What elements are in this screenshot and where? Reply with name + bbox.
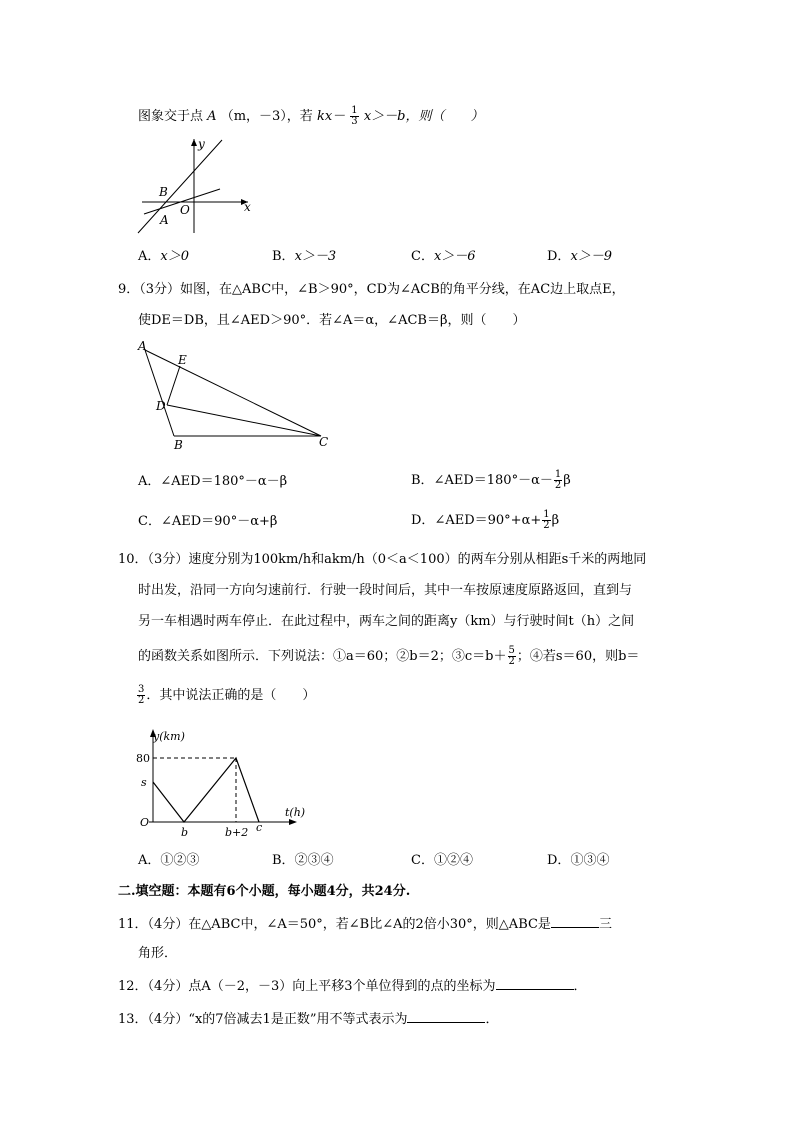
q9-option-b-fraction [554, 470, 562, 491]
q12-text: 12．（4分）点A（－2，－3）向上平移3个单位得到的点的坐标为 [118, 979, 496, 994]
q11-text: 11．（4分）在△ABC中，∠A＝50°，若∠B比∠A的2倍小30°，则△ABC是 [118, 917, 551, 932]
q10-option-d-letter: D． [547, 853, 571, 868]
q10-figure [133, 725, 313, 845]
q8-option-a[interactable] [138, 247, 189, 267]
q8-stem [138, 106, 483, 127]
q8-ineq-right: x＞－b，则（ ） [363, 109, 484, 124]
q8-label-x: x [244, 200, 251, 214]
q10-label-b2: b+2 [225, 826, 249, 839]
q8-figure [130, 135, 270, 235]
q10-option-a[interactable] [138, 851, 199, 871]
q10-label-b: b [181, 826, 189, 839]
q8-option-a-text: x＞0 [160, 249, 189, 264]
q9-option-d-den: 2 [543, 520, 550, 531]
q13-text-end: ． [485, 1012, 499, 1027]
q10-label-xlabel: t(h) [285, 806, 306, 819]
q10-option-c[interactable] [411, 851, 473, 871]
q9-bisector-cd [167, 405, 321, 436]
q9-label-a: A [138, 339, 147, 353]
q9-option-a-letter: A． [138, 474, 161, 489]
q10-label-s: s [141, 776, 147, 789]
q10-line5-post: ．其中说法正确的是（ ） [146, 688, 316, 703]
q8-point-coords: （m，－3），若 [220, 109, 313, 124]
q8-label-o: O [180, 203, 190, 217]
q9-label-b: B [174, 438, 183, 452]
q9-figure [133, 338, 343, 453]
q8-label-a: A [160, 213, 169, 227]
q8-label-b: B [159, 185, 168, 199]
q8-option-c-text: x＞－6 [433, 249, 476, 264]
q9-stem-line2: 使DE＝DB，且∠AED＞90°．若∠A＝α，∠ACB＝β，则（ ） [138, 313, 526, 328]
q9-label-e: E [178, 353, 187, 367]
q9-stem-line1: 9．（3分）如图，在△ABC中，∠B＞90°，CD为∠ACB的角平分线，在AC边上取点E， [118, 282, 625, 297]
q10-option-c-text: ①②④ [433, 853, 473, 868]
q10-line4-pre: 的函数关系如图所示．下列说法：①a＝60；②b＝2；③c＝b＋ [138, 649, 507, 664]
q9-option-b[interactable] [411, 470, 571, 491]
q8-option-b-letter: B． [272, 249, 295, 264]
q10-line5-num: 3 [138, 684, 145, 695]
q8-option-d-text: x＞－9 [570, 249, 613, 264]
q11-line1 [118, 913, 612, 935]
q10-label-origin: O [140, 816, 150, 829]
q8-option-a-letter: A． [138, 249, 161, 264]
q10-graph-line [153, 758, 259, 822]
q11-answer-blank[interactable] [551, 913, 599, 928]
q8-option-b[interactable] [272, 247, 336, 267]
q8-frac-num: 1 [351, 105, 358, 116]
q9-option-b-num: 1 [554, 469, 562, 480]
q9-option-c[interactable] [138, 512, 277, 532]
q13-text: 13．（4分）“x的7倍减去1是正数”用不等式表示为 [118, 1012, 408, 1027]
q9-option-c-letter: C． [138, 514, 161, 529]
q10-stem-line2: 时出发，沿同一方向匀速前行．行驶一段时间后，其中一车按原速度原路返回，直到与 [138, 583, 633, 598]
q9-label-d: D [156, 399, 166, 413]
q10-line5-fraction [137, 685, 145, 706]
q10-option-c-letter: C． [411, 853, 434, 868]
q8-option-d-letter: D． [547, 249, 571, 264]
q10-stem-line5 [136, 685, 315, 706]
q8-option-c[interactable] [411, 247, 476, 267]
q8-option-d[interactable] [547, 247, 612, 267]
q9-option-c-text: ∠AED＝90°－α+β [160, 514, 278, 529]
q9-side-ab [145, 350, 174, 436]
q9-option-a-text: ∠AED＝180°－α－β [160, 474, 288, 489]
q10-option-a-letter: A． [138, 853, 161, 868]
q8-fraction [350, 106, 358, 127]
q10-line4-num: 5 [508, 645, 515, 656]
q10-option-a-text: ①②③ [160, 853, 200, 868]
q9-segment-de [167, 366, 180, 405]
q8-frac-den: 3 [351, 116, 358, 127]
q9-option-d-post: β [551, 513, 560, 528]
q9-option-d-fraction [542, 510, 550, 531]
q10-option-b-letter: B． [272, 853, 295, 868]
q9-option-b-post: β [563, 473, 571, 488]
q13-line [118, 1008, 499, 1030]
q9-option-b-den: 2 [554, 480, 562, 491]
q12-line [118, 975, 587, 997]
q9-option-d-num: 1 [543, 509, 550, 520]
q11-text-end: 三 [598, 917, 612, 932]
q10-line4-fraction [508, 646, 516, 667]
q9-option-d[interactable] [411, 510, 559, 531]
q10-x-arrow [289, 819, 297, 825]
q8-option-c-letter: C． [411, 249, 434, 264]
q12-text-end: ． [573, 979, 587, 994]
q10-line4-den: 2 [508, 656, 515, 667]
q8-point-label: A [207, 109, 217, 124]
q8-option-b-text: x＞－3 [294, 249, 337, 264]
q10-option-b[interactable] [272, 851, 334, 871]
q8-ineq-left: kx－ [316, 109, 346, 124]
q9-option-b-letter: B． [411, 473, 434, 488]
q10-option-d-text: ①③④ [570, 853, 610, 868]
q8-label-y: y [198, 137, 205, 151]
q13-answer-blank[interactable] [407, 1008, 485, 1023]
q10-stem-line3: 另一车相遇时两车停止．在此过程中，两车之间的距离y（km）与行驶时间t（h）之间 [138, 614, 635, 629]
q10-label-ylabel: y(km) [153, 730, 185, 743]
q10-option-d[interactable] [547, 851, 609, 871]
q10-stem-line1: 10．（3分）速度分别为100km/h和akm/h（0＜a＜100）的两车分别从相距s千米的两地同 [118, 552, 647, 567]
q9-option-a[interactable] [138, 472, 287, 492]
q10-label-80: 80 [136, 752, 150, 765]
q9-option-d-letter: D． [411, 513, 435, 528]
q11-line2: 角形． [138, 946, 178, 961]
q8-stem-lead: 图象交于点 [138, 109, 204, 124]
q8-steep-line [138, 140, 222, 233]
q10-option-b-text: ②③④ [294, 853, 334, 868]
q9-option-d-pre: ∠AED＝90°+α+ [434, 513, 542, 528]
q10-line4-post: ；④若s＝60，则b＝ [516, 649, 640, 664]
q9-label-c: C [319, 435, 329, 449]
q10-label-c: c [256, 821, 263, 834]
q9-option-b-pre: ∠AED＝180°－α－ [433, 473, 553, 488]
q12-answer-blank[interactable] [496, 975, 574, 990]
q8-y-arrow [191, 139, 197, 146]
q10-stem-line4 [138, 646, 639, 667]
q10-line5-den: 2 [138, 695, 145, 706]
section2-heading: 二.填空题：本题有6个小题，每小题4分，共24分. [118, 884, 411, 899]
